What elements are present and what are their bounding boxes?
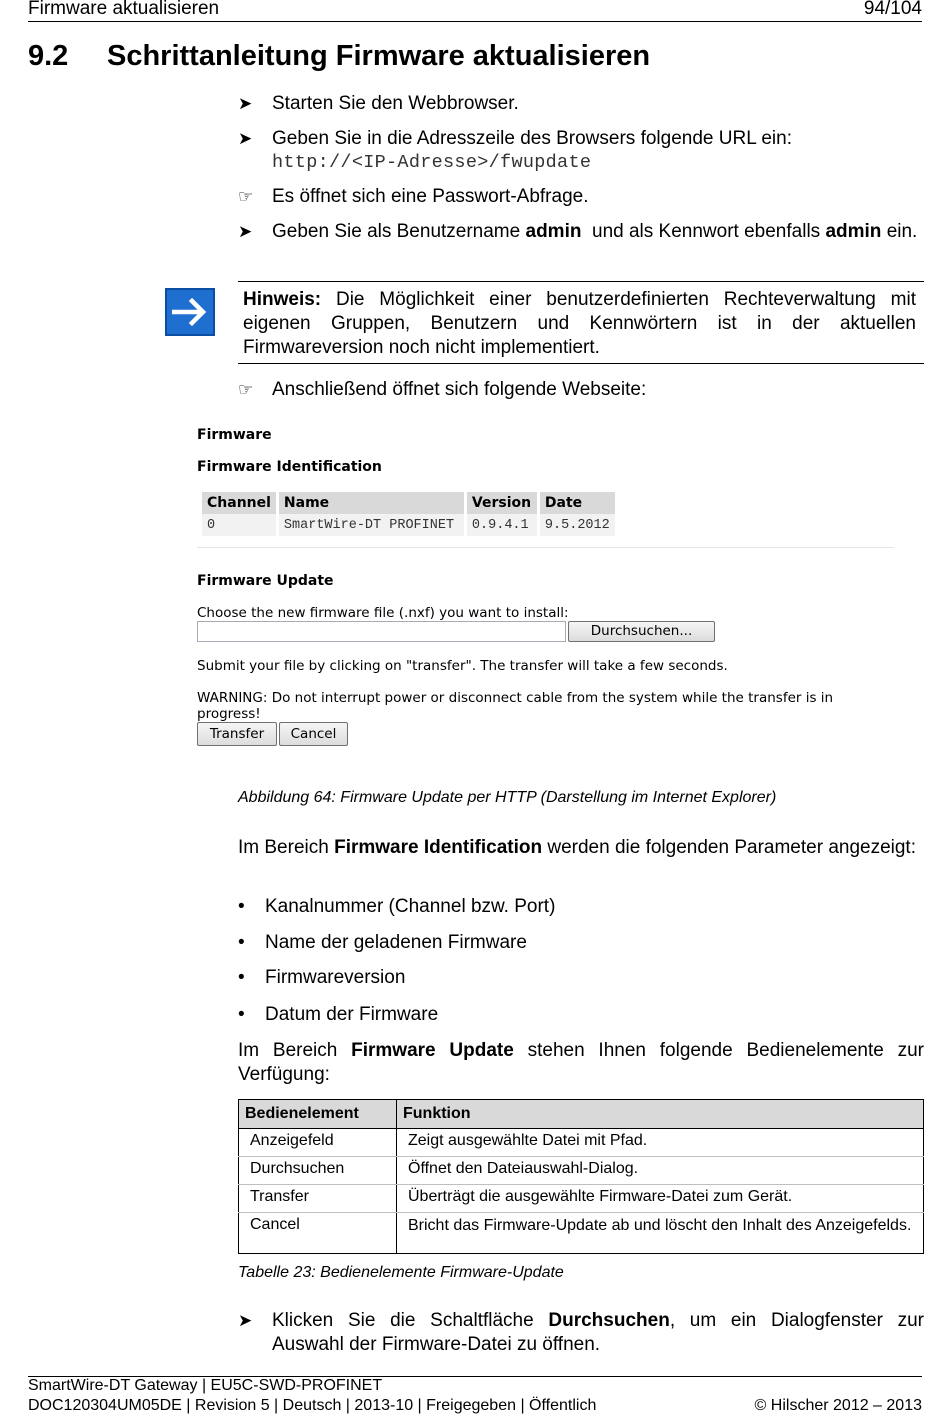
web-update-title: Firmware Update (197, 573, 334, 589)
col-date: Date (540, 492, 615, 514)
footer-document-info: DOC120304UM05DE | Revision 5 | Deutsch | 2013-10 | Freigegeben | Öffentlich (28, 1397, 597, 1414)
table-row: Anzeigefeld Zeigt ausgewählte Datei mit Pfad. (239, 1129, 924, 1157)
table-row: 0 SmartWire-DT PROFINET 0.9.4.1 9.5.2012 (202, 514, 615, 536)
col-version: Version (467, 492, 537, 514)
col-control: Bedienelement (239, 1100, 397, 1129)
footer-product: SmartWire-DT Gateway | EU5C-SWD-PROFINET (28, 1377, 383, 1394)
firmware-identification-table (199, 492, 618, 536)
step-enter-url: ➤ Geben Sie in die Adresszeile des Browsers folgende URL ein: http://<IP-Adresse>/fwupdate (238, 127, 924, 175)
note-rule-top (238, 281, 924, 282)
warning-text: WARNING: Do not interrupt power or disconnect cable from the system while the transfer is in progress! (197, 690, 834, 722)
table-row: Cancel Bricht das Firmware-Update ab und löscht den Inhalt des Anzeigefelds. (239, 1213, 924, 1254)
file-path-field[interactable] (197, 621, 566, 642)
note-text: Hinweis: Die Möglichkeit einer benutzerdefinierten Rechteverwaltung mit eigenen Gruppen, Benutzern und Kennwörtern ist in der aktuellen Firmwareversion noch nicht implementiert. (243, 289, 916, 358)
transfer-button[interactable]: Transfer (197, 722, 277, 746)
col-channel: Channel (202, 492, 276, 514)
arrow-marker-icon: ➤ (238, 129, 253, 148)
step-click-browse: ➤ Klicken Sie die Schaltfläche Durchsuchen, um ein Dialogfenster zur Auswahl der Firmware-Datei zu öffnen. (238, 1310, 924, 1355)
bullet-icon: • (238, 967, 245, 988)
table-row: Durchsuchen Öffnet den Dateiauswahl-Dialog. (239, 1157, 924, 1185)
paragraph-identification: Im Bereich Firmware Identification werden die folgenden Parameter angezeigt: (238, 837, 916, 858)
bullet-icon: • (238, 1004, 245, 1025)
running-header-title: Firmware aktualisieren (28, 0, 220, 19)
section-number: 9.2 (28, 40, 69, 72)
note-rule-bottom (238, 363, 924, 364)
web-separator (197, 547, 894, 548)
cancel-button[interactable]: Cancel (279, 722, 348, 746)
paragraph-update: Im Bereich Firmware Update stehen Ihnen folgende Bedienelemente zur Verfügung: (238, 1040, 924, 1085)
step-enter-credentials: ➤ Geben Sie als Benutzername admin und als Kennwort ebenfalls admin ein. (238, 221, 918, 242)
web-identification-title: Firmware Identification (197, 459, 382, 475)
arrow-marker-icon: ➤ (238, 222, 253, 241)
footer-copyright: © Hilscher 2012 – 2013 (754, 1397, 922, 1414)
section-heading (28, 40, 650, 73)
result-password-prompt: ☞ Es öffnet sich eine Passwort-Abfrage. (238, 186, 589, 207)
step-start-browser: ➤ Starten Sie den Webbrowser. (238, 93, 519, 114)
section-title: Schrittanleitung Firmware aktualisieren (107, 40, 651, 72)
pointing-hand-icon: ☞ (238, 187, 254, 206)
note-label: Hinweis: (243, 289, 322, 310)
arrow-marker-icon: ➤ (238, 1311, 253, 1330)
figure-caption: Abbildung 64: Firmware Update per HTTP (Darstellung im Internet Explorer) (238, 789, 777, 806)
table-caption: Tabelle 23: Bedienelemente Firmware-Update (238, 1264, 564, 1281)
bullet-icon: • (238, 932, 245, 953)
url-text: http://<IP-Adresse>/fwupdate (272, 152, 592, 173)
submit-info-text: Submit your file by clicking on "transfer". The transfer will take a few seconds. (197, 658, 728, 674)
result-webpage-opens: ☞ Anschließend öffnet sich folgende Webseite: (238, 379, 647, 400)
arrow-marker-icon: ➤ (238, 94, 253, 113)
web-title: Firmware (197, 427, 272, 443)
bullet-icon: • (238, 896, 245, 917)
controls-table (238, 1099, 924, 1254)
browse-button[interactable]: Durchsuchen... (568, 621, 715, 642)
arrow-right-icon (165, 288, 215, 336)
col-function: Funktion (397, 1100, 924, 1129)
header-rule (28, 21, 922, 22)
page-number: 94/104 (863, 0, 922, 19)
choose-file-label: Choose the new firmware file (.nxf) you want to install: (197, 605, 569, 621)
pointing-hand-icon: ☞ (238, 380, 254, 399)
col-name: Name (279, 492, 464, 514)
table-row: Transfer Überträgt die ausgewählte Firmware-Datei zum Gerät. (239, 1185, 924, 1213)
